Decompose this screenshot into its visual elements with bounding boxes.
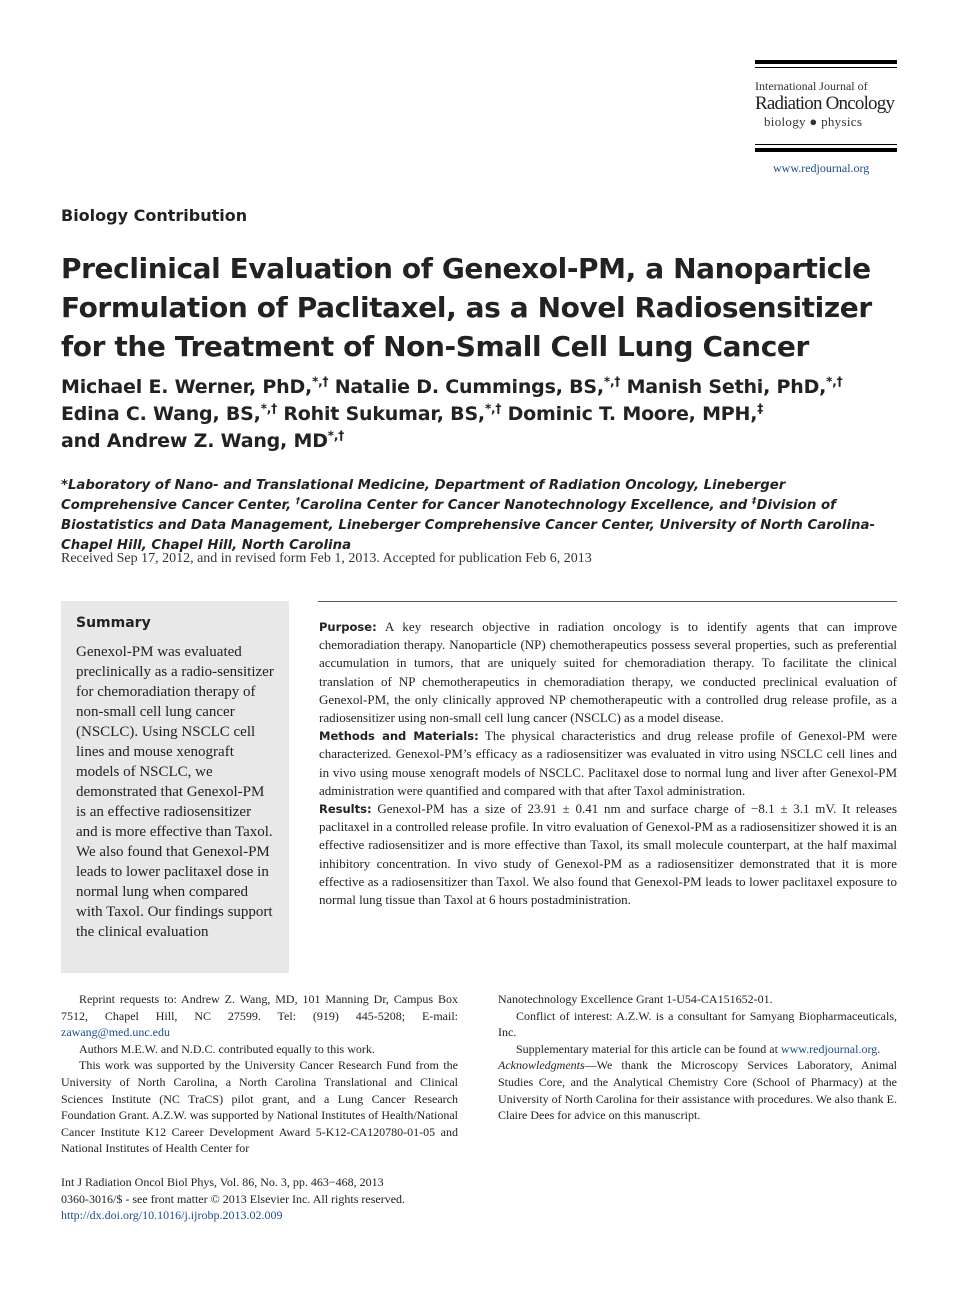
masthead-rule (755, 144, 897, 145)
abstract-label: Results: (319, 802, 372, 817)
summary-heading: Summary (76, 615, 151, 631)
abstract-label: Methods and Materials: (319, 729, 479, 744)
abstract-text: A key research objective in radiation oncology is to identify agents that can improve chemoradiation therapy. Nanoparticle (NP) chemotherapeutics possess several properties, such as preferential accumulation in tumors, that are uniquely suited for chemoradiation therapy. To facilitate the clinical translation of NP chemotherapeutics in chemoradiation therapy, we conducted preclinical evaluation of Genexol-PM, the only clinically approved NP chemotherapeutic with a controlled drug release profile, as a radiosensitizer using non-small cell lung cancer (NSCLC) as a model disease. (319, 619, 897, 726)
funding-note: This work was supported by the University Cancer Research Fund from the University of North Carolina, a North Carolina Translational and Clinical Sciences Institute (NC TraCS) pilot grant, and a Lung Cancer Research Foundation Grant. A.Z.W. was supported by National Institutes of Health/National Cancer Institute K12 Career Development Award 5-K12-CA120780-01-05 and National Institutes of Health Center for (61, 1058, 458, 1156)
acknowledgments-label: Acknowledgments (498, 1058, 585, 1073)
author-affiliation-marks: *,† (603, 374, 621, 389)
affiliation-mark: † (295, 496, 301, 507)
copyright-line: 0360-3016/$ - see front matter © 2013 Elsevier Inc. All rights reserved. (61, 1191, 406, 1206)
abstract-text: Genexol-PM has a size of 23.91 ± 0.41 nm and surface charge of −8.1 ± 3.1 mV. It releases paclitaxel in a controlled release profile. In vitro evaluation of Genexol-PM as a radiosensitizer showed it is an effective radiosensitizer and is more effective than Taxol, its small molecule counterpart, at the half maximal inhibitory concentration. In vivo study of Genexol-PM as a radiosensitizer demonstrated that it is more effective as a radiosensitizer than Taxol. We also found that Genexol-PM leads to lower paclitaxel exposure to normal lung tissue than Taxol at 6 hours postadministration. (319, 801, 897, 908)
journal-name-line2: Radiation Oncology (755, 93, 895, 114)
footnotes-left (61, 991, 458, 1157)
masthead-rule (755, 148, 897, 152)
email-link[interactable]: zawang@med.unc.edu (61, 1025, 171, 1040)
author-affiliation-marks: ‡ (757, 401, 764, 416)
author-name: Dominic T. Moore, MPH, (507, 403, 758, 425)
affiliation-text: Carolina Center for Cancer Nanotechnology Excellence, and (300, 498, 748, 513)
abstract-label: Purpose: (319, 620, 377, 634)
doi-link[interactable]: http://dx.doi.org/10.1016/j.ijrobp.2013.02.009 (61, 1208, 283, 1223)
author-affiliation-marks: *,† (260, 401, 277, 416)
conflict-note: Conflict of interest: A.Z.W. is a consultant for Samyang Biopharmaceuticals, Inc. (498, 1008, 897, 1040)
affiliation-text: *Laboratory of Nano- and Translational Medicine, Department of Radiation Oncology, Lineberger Comprehensive Cancer Center, (61, 478, 786, 513)
affiliation-mark: ‡ (751, 496, 757, 507)
supplementary-link[interactable]: www.redjournal.org (780, 1041, 878, 1056)
abstract-text: The physical characteristics and drug release profile of Genexol-PM were characterized. Genexol-PM’s efficacy as a radiosensitizer was evaluated in vitro using NSCLC cell lines and in vivo using mouse xenograft models of NSCLC. Paclitaxel dose to normal lung and liver after Genexol-PM administration were quantified and compared with that after Taxol administration. (319, 728, 898, 798)
author-name: Edina C. Wang, BS, (61, 403, 261, 425)
author-name: Rohit Sukumar, BS, (283, 403, 485, 425)
author-list (61, 374, 901, 455)
abstract-results (319, 800, 897, 909)
author-name: Michael E. Werner, PhD, (61, 376, 313, 398)
supplementary-note: Supplementary material for this article can be found at www.redjournal.org. (516, 1041, 881, 1056)
equal-contribution-note: Authors M.E.W. and N.D.C. contributed equally to this work. (79, 1041, 375, 1056)
author-affiliation-marks: *,† (826, 374, 843, 389)
author-name: Natalie D. Cummings, BS, (334, 376, 604, 398)
masthead-rule (755, 60, 897, 64)
author-affiliation-marks: *,† (484, 401, 502, 416)
journal-url-link[interactable]: www.redjournal.org (773, 161, 870, 175)
reprint-note: Reprint requests to: Andrew Z. Wang, MD, 101 Manning Dr, Campus Box 7512, Chapel Hill, NC 27599. Tel: (919) 445-5208; E-mail: zawang@med.unc.edu (61, 992, 458, 1040)
citation (61, 1174, 481, 1224)
abstract-purpose (319, 618, 897, 727)
affiliations (61, 476, 901, 556)
abstract-rule (318, 601, 897, 602)
author-name: and Andrew Z. Wang, MD (61, 430, 328, 452)
abstract (319, 618, 897, 909)
citation-line: Int J Radiation Oncol Biol Phys, Vol. 86, No. 3, pp. 463−468, 2013 (61, 1175, 384, 1189)
contribution-type: Biology Contribution (61, 206, 248, 225)
acknowledgments-note: Acknowledgments—We thank the Microscopy Services Laboratory, Animal Studies Core, and the Analytical Chemistry Core (School of Pharmacy) at the University of North Carolina for their assistance with procedures. We also thank E. Claire Dees for advice on this manuscript. (498, 1058, 897, 1123)
received-dates: Received Sep 17, 2012, and in revised form Feb 1, 2013. Accepted for publication Feb 6, 2013 (61, 551, 592, 566)
footnotes-right (498, 991, 897, 1124)
journal-name-line1: International Journal of (755, 79, 868, 93)
author-affiliation-marks: *,† (312, 374, 329, 389)
affiliation-text: Division of Biostatistics and Data Management, Lineberger Comprehensive Cancer Center, University of North Carolina-Chapel Hill, Chapel Hill, North Carolina (61, 498, 875, 553)
masthead-rule (755, 67, 897, 68)
author-name: Manish Sethi, PhD, (626, 376, 827, 398)
article-title: Preclinical Evaluation of Genexol-PM, a Nanoparticle Formulation of Paclitaxel, as a Novel Radiosensitizer for the Treatment of Non-Small Cell Lung Cancer (61, 252, 872, 363)
summary-text: Genexol-PM was evaluated preclinically as a radio-sensitizer for chemoradiation therapy of non-small cell lung cancer (NSCLC). Using NSCLC cell lines and mouse xenograft models of NSCLC, we demonstrated that Genexol-PM is an effective radiosensitizer and is more effective than Taxol. We also found that Genexol-PM leads to lower paclitaxel dose in normal lung when compared with Taxol. Our findings support the clinical evaluation (76, 644, 274, 940)
abstract-methods (319, 727, 897, 800)
journal-name-line3: biology ● physics (764, 114, 863, 129)
author-affiliation-marks: *,† (327, 428, 345, 443)
funding-note-continued: Nanotechnology Excellence Grant 1-U54-CA151652-01. (498, 992, 773, 1006)
